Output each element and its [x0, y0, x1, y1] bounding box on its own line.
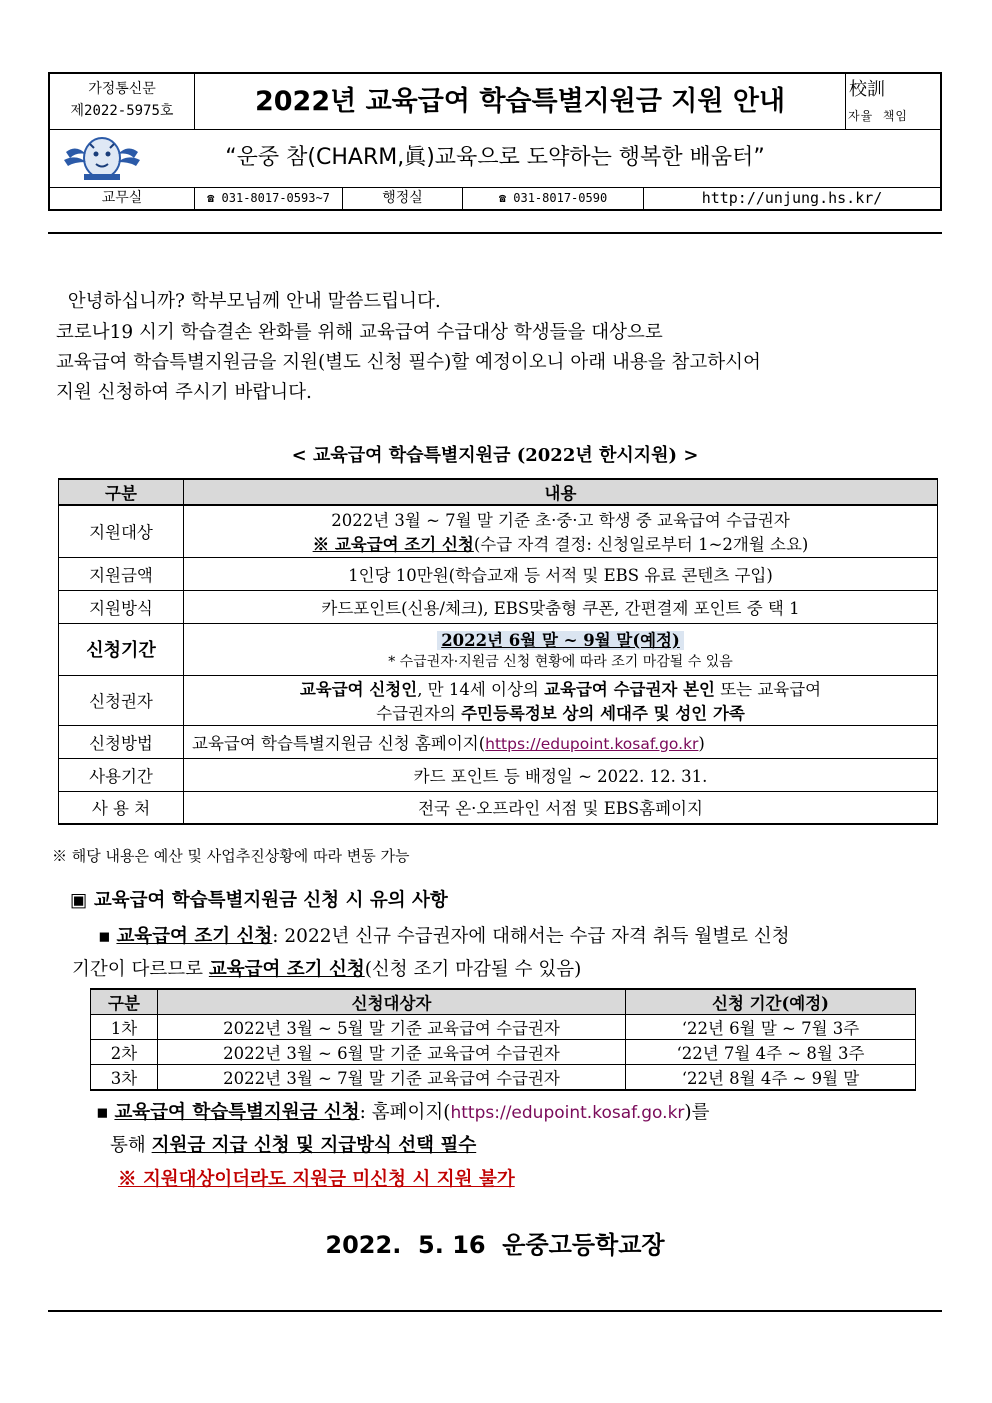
caution-2-text: )를: [684, 1102, 710, 1123]
row-key: 사용기간: [59, 758, 184, 791]
motto-text: 자율 책임: [848, 109, 908, 123]
bullet-icon: ▪: [98, 926, 111, 947]
caution-1-emphasis: 교육급여 조기 신청: [208, 959, 365, 980]
school-slogan: “운중 참(CHARM,眞)교육으로 도약하는 행복한 배움터”: [225, 145, 765, 170]
method-text: 교육급여 학습특별지원금 신청 홈페이지(: [192, 733, 486, 753]
table-header-category: 구분: [59, 479, 184, 505]
header-divider: [48, 232, 942, 234]
row-value: 1인당 10만원(학습교재 등 서적 및 EBS 유료 콘텐츠 구입): [184, 557, 938, 590]
row-value: 카드포인트(신용/체크), EBS맞춤형 쿠폰, 간편결제 포인트 중 택 1: [184, 590, 938, 623]
applicant-emph-2: 교육급여 수급권자 본인: [544, 680, 715, 699]
applicant-emph-1: 교육급여 신청인: [299, 680, 418, 699]
issue-info: [50, 74, 195, 129]
caution-2-emphasis: 교육급여 학습특별지원금 신청: [114, 1102, 360, 1123]
early-close-note: * 수급권자·지원금 신청 현황에 따라 조기 마감될 수 있음: [388, 654, 733, 670]
issue-label: 가정통신문: [88, 81, 156, 97]
newsletter-header: [48, 72, 942, 211]
caution-1-text: 기간이 다르므로: [72, 959, 209, 980]
row-value: [184, 725, 938, 758]
round-cell: 3차: [91, 1065, 158, 1091]
row-key: 신청권자: [59, 675, 184, 725]
table-row: [59, 505, 938, 557]
table-header-content: 내용: [184, 479, 938, 505]
table-header-target: 신청대상자: [158, 989, 626, 1015]
table-row: [91, 1015, 916, 1040]
caution-1-line-2: [72, 955, 581, 981]
office1-phone: ☎ 031-8017-0593~7: [195, 187, 343, 209]
caution-1-line-1: [98, 922, 790, 948]
round-cell: 2차: [91, 1040, 158, 1065]
round-cell: 1차: [91, 1015, 158, 1040]
early-apply-emphasis: ※ 교육급여 조기 신청: [312, 535, 474, 555]
intro-line-2: 코로나19 시기 학습결손 완화를 위해 교육급여 수급대상 학생들을 대상으로: [56, 322, 663, 343]
caution-1-emphasis: 교육급여 조기 신청: [116, 926, 273, 947]
applicant-text: 또는 교육급여: [715, 680, 822, 699]
method-text: ): [698, 733, 705, 753]
table-header-period: 신청 기간(예정): [626, 989, 916, 1015]
early-apply-detail: (수급 자격 결정: 신청일로부터 1~2개월 소요): [473, 535, 809, 555]
table-header-round: 구분: [91, 989, 158, 1015]
row-key: 지원대상: [59, 505, 184, 557]
table-row: [59, 675, 938, 725]
budget-note: ※ 해당 내용은 예산 및 사업추진상황에 따라 변동 가능: [52, 847, 410, 865]
support-info-table: [58, 478, 938, 825]
row-value-line: [184, 531, 937, 555]
caution-2-text: : 홈페이지(: [359, 1102, 451, 1123]
applicant-text: 수급권자의: [376, 704, 462, 723]
row-key: 지원방식: [59, 590, 184, 623]
issue-date-signature: 2022. 5. 16 운중고등학교장: [325, 1231, 665, 1259]
footer-divider: [48, 1310, 942, 1312]
section-title: < 교육급여 학습특별지원금 (2022년 한시지원) >: [291, 445, 699, 466]
office2-phone: ☎ 031-8017-0590: [463, 187, 644, 209]
row-value: [184, 623, 938, 675]
edupoint-link[interactable]: https://edupoint.kosaf.go.kr: [450, 1103, 685, 1123]
period-cell: ‘22년 7월 4주 ~ 8월 3주: [626, 1040, 916, 1065]
table-row: [91, 1065, 916, 1091]
table-row: [59, 791, 938, 824]
office2-label: 행정실: [343, 187, 463, 209]
period-cell: ‘22년 6월 말 ~ 7월 3주: [626, 1015, 916, 1040]
school-motto: [845, 74, 940, 129]
intro-line-3: 교육급여 학습특별지원금을 지원(별도 신청 필수)할 예정이오니 아래 내용을 참고하시어: [56, 352, 761, 373]
target-cell: 2022년 3월 ~ 5월 말 기준 교육급여 수급권자: [158, 1015, 626, 1040]
office1-label: 교무실: [50, 187, 195, 209]
edupoint-link[interactable]: https://edupoint.kosaf.go.kr: [485, 734, 699, 753]
row-value: 전국 온·오프라인 서점 및 EBS홈페이지: [184, 791, 938, 824]
school-website-link[interactable]: http://unjung.hs.kr/: [701, 189, 883, 207]
intro-line-1: 안녕하십니까? 학부모님께 안내 말씀드립니다.: [56, 291, 441, 312]
motto-heading: 校訓: [849, 79, 885, 100]
target-cell: 2022년 3월 ~ 7월 말 기준 교육급여 수급권자: [158, 1065, 626, 1091]
row-key: 신청기간: [59, 623, 184, 675]
target-cell: 2022년 3월 ~ 6월 말 기준 교육급여 수급권자: [158, 1040, 626, 1065]
table-row: [59, 758, 938, 791]
caution-2-text: 통해: [110, 1135, 152, 1156]
applicant-text: , 만 14세 이상의: [417, 680, 545, 699]
caution-1-text: (신청 조기 마감될 수 있음): [364, 959, 582, 980]
row-value: [184, 505, 938, 557]
table-row: [59, 623, 938, 675]
row-key: 지원금액: [59, 557, 184, 590]
schedule-table: [90, 988, 916, 1091]
caution-2-line-2: [110, 1131, 476, 1157]
application-period: 2022년 6월 말 ~ 9월 말(예정): [437, 631, 684, 650]
issue-number: 제2022-5975호: [70, 103, 174, 119]
table-row: [59, 590, 938, 623]
applicant-emph-3: 주민등록정보 상의 세대주 및 성인 가족: [461, 704, 745, 723]
table-row: [59, 557, 938, 590]
caution-2-warning: ※ 지원대상이더라도 지원금 미신청 시 지원 불가: [118, 1169, 515, 1190]
row-value: 카드 포인트 등 배정일 ~ 2022. 12. 31.: [184, 758, 938, 791]
period-cell: ‘22년 8월 4주 ~ 9월 말: [626, 1065, 916, 1091]
intro-line-4: 지원 신청하여 주시기 바랍니다.: [56, 382, 312, 403]
caution-1-text: : 2022년 신규 수급권자에 대해서는 수급 자격 취득 월별로 신청: [272, 926, 790, 947]
row-value: [184, 675, 938, 725]
row-key: 사 용 처: [59, 791, 184, 824]
cautions-heading: ▣ 교육급여 학습특별지원금 신청 시 유의 사항: [70, 890, 448, 911]
bullet-icon: ▪: [96, 1102, 109, 1123]
caution-2-line-1: [96, 1098, 710, 1124]
row-key: 신청방법: [59, 725, 184, 758]
page-title: 2022년 교육급여 학습특별지원금 지원 안내: [195, 74, 846, 129]
caution-2-emphasis: 지원금 지급 신청 및 지급방식 선택 필수: [151, 1135, 477, 1156]
table-row: [59, 725, 938, 758]
table-row: [91, 1040, 916, 1065]
row-value-line: 2022년 3월 ~ 7월 말 기준 초·중·고 학생 중 교육급여 수급권자: [331, 511, 790, 531]
